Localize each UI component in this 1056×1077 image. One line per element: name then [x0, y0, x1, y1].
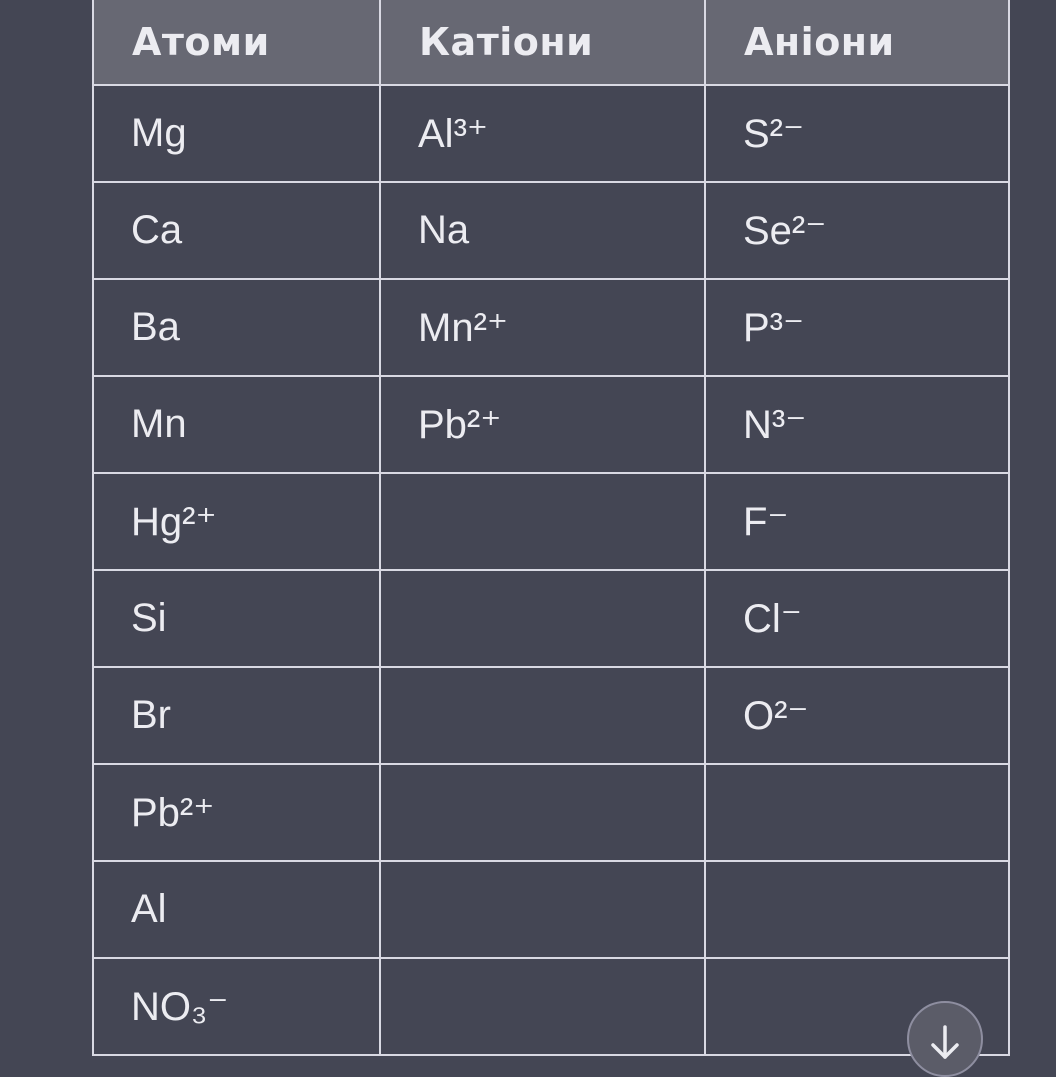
table-row	[93, 376, 1009, 473]
header-anions: Аніони	[705, 0, 1009, 85]
cell-atom: Hg²⁺	[93, 473, 380, 570]
table-row	[93, 667, 1009, 764]
cell-cation	[380, 764, 705, 861]
table-row	[93, 473, 1009, 570]
cell-atom: Mn	[93, 376, 380, 473]
table-row	[93, 182, 1009, 279]
cell-atom: Ba	[93, 279, 380, 376]
cell-cation	[380, 958, 705, 1055]
scroll-to-bottom-button[interactable]	[907, 1001, 983, 1077]
cell-anion: O²⁻	[705, 667, 1009, 764]
cell-atom: Br	[93, 667, 380, 764]
cell-cation: Pb²⁺	[380, 376, 705, 473]
cell-atom: Si	[93, 570, 380, 667]
table-row	[93, 958, 1009, 1055]
ions-table-container	[92, 0, 1008, 1056]
cell-cation	[380, 861, 705, 958]
cell-anion: N³⁻	[705, 376, 1009, 473]
cell-anion: P³⁻	[705, 279, 1009, 376]
table-header-row	[93, 0, 1009, 85]
table-row	[93, 861, 1009, 958]
cell-atom: Al	[93, 861, 380, 958]
table-row	[93, 279, 1009, 376]
header-cations: Катіони	[380, 0, 705, 85]
cell-anion: F⁻	[705, 473, 1009, 570]
cell-anion: S²⁻	[705, 85, 1009, 182]
cell-atom: NO₃⁻	[93, 958, 380, 1055]
cell-cation: Na	[380, 182, 705, 279]
cell-atom: Ca	[93, 182, 380, 279]
header-atoms: Атоми	[93, 0, 380, 85]
table-row	[93, 764, 1009, 861]
table-row	[93, 85, 1009, 182]
cell-anion	[705, 764, 1009, 861]
cell-anion	[705, 861, 1009, 958]
cell-cation: Mn²⁺	[380, 279, 705, 376]
cell-cation	[380, 570, 705, 667]
ions-table	[92, 0, 1010, 1056]
table-row	[93, 570, 1009, 667]
arrow-down-icon	[927, 1023, 963, 1063]
cell-cation	[380, 667, 705, 764]
cell-anion: Se²⁻	[705, 182, 1009, 279]
cell-anion: Cl⁻	[705, 570, 1009, 667]
cell-atom: Mg	[93, 85, 380, 182]
cell-atom: Pb²⁺	[93, 764, 380, 861]
cell-cation	[380, 473, 705, 570]
cell-cation: Al³⁺	[380, 85, 705, 182]
